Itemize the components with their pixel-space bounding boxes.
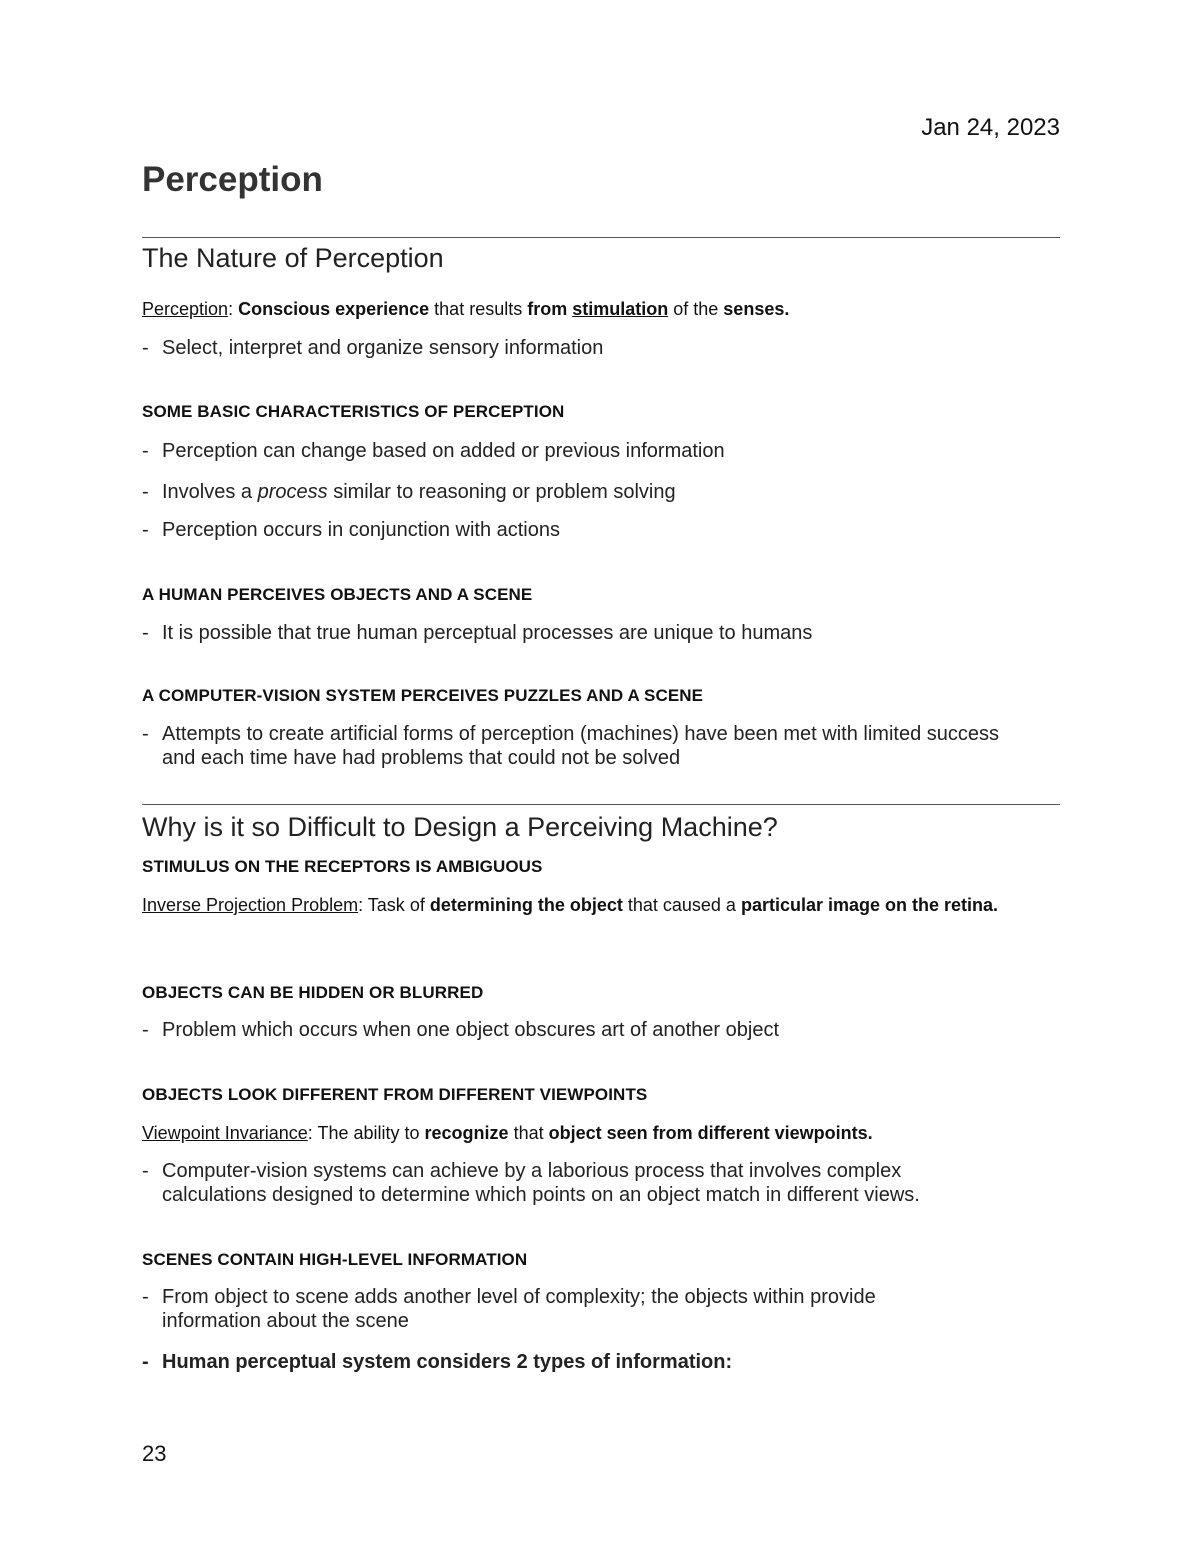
section-heading-nature: The Nature of Perception [142, 243, 444, 273]
list-item: - From object to scene adds another level of complexity; the objects within provide information about the scene [142, 1286, 876, 1332]
subheading: A HUMAN PERCEIVES OBJECTS AND A SCENE [142, 585, 533, 604]
subheading: STIMULUS ON THE RECEPTORS IS AMBIGUOUS [142, 857, 543, 876]
subheading: SOME BASIC CHARACTERISTICS OF PERCEPTION [142, 402, 565, 421]
list-item: - Perception occurs in conjunction with actions [142, 519, 560, 541]
list-item: - It is possible that true human perceptual processes are unique to humans [142, 622, 813, 644]
list-item: - Computer-vision systems can achieve by a laborious process that involves complex calculations designed to determine which points on an object match in different views. [142, 1160, 920, 1206]
viewpoint-invariance-definition: Viewpoint Invariance: The ability to recognize that object seen from different viewpoints. [142, 1123, 873, 1143]
definition-term: Perception [142, 299, 229, 319]
list-item: - Select, interpret and organize sensory information [142, 337, 604, 359]
list-item: - Involves a process similar to reasoning or problem solving [142, 481, 676, 503]
page-title: Perception [142, 160, 323, 199]
document-date: Jan 24, 2023 [921, 114, 1060, 141]
page-number: 23 [142, 1441, 167, 1466]
list-item: - Perception can change based on added or previous information [142, 440, 725, 462]
subheading: OBJECTS LOOK DIFFERENT FROM DIFFERENT VIEWPOINTS [142, 1085, 648, 1104]
section-divider [142, 237, 1060, 238]
subheading: A COMPUTER-VISION SYSTEM PERCEIVES PUZZLES AND A SCENE [142, 686, 704, 705]
subheading: OBJECTS CAN BE HIDDEN OR BLURRED [142, 983, 484, 1002]
section-divider [142, 804, 1060, 805]
inverse-projection-definition: Inverse Projection Problem: Task of determining the object that caused a particular image on the retina. [142, 895, 999, 915]
section-heading-difficult: Why is it so Difficult to Design a Perceiving Machine? [142, 812, 778, 842]
subheading: SCENES CONTAIN HIGH-LEVEL INFORMATION [142, 1250, 528, 1269]
list-item: - Attempts to create artificial forms of perception (machines) have been met with limited success and each time have had problems that could not be solved [142, 723, 1000, 769]
perception-definition: Perception: Conscious experience that results from stimulation of the senses. [142, 299, 790, 319]
list-item: - Problem which occurs when one object obscures art of another object [142, 1019, 780, 1041]
list-item: - Human perceptual system considers 2 types of information: [142, 1351, 733, 1373]
